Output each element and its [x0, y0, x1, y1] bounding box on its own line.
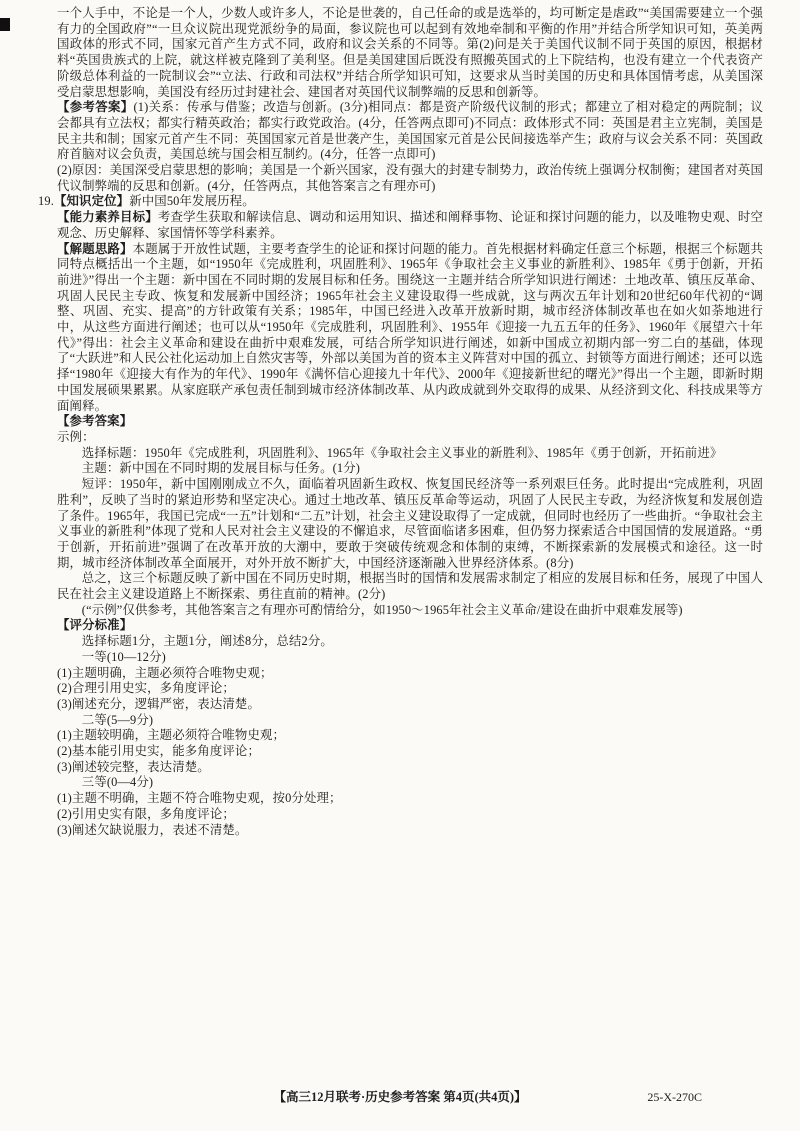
paragraph: [57, 461, 763, 477]
paragraph: [57, 666, 763, 682]
body-text: (2)引用史实有限，多角度评论；: [57, 806, 235, 821]
body-text: 选择标题：1950年《完成胜利，巩固胜利》、1965年《争取社会主义事业的新胜利》、1985年《勇于创新，开拓前进》: [81, 445, 723, 460]
body-text: 新中国50年发展历程。: [129, 194, 255, 209]
paragraph: [38, 194, 763, 210]
paragraph: [57, 6, 763, 100]
body-text: 短评：1950年，新中国刚刚成立不久，面临着巩固新生政权、恢复国民经济等一系列艰巨任务。此时提出“完成胜利，巩固胜利”，反映了当时的紧迫形势和坚定决心。通过土地改革、镇压反革命等运动，巩固了人民民主专政，为经济恢复和发展创造了条件。1965年，我国已完成“一五”计划和“二五”计划，社会主义建设取得了一定成就，但同时也经历了一些曲折。“争取社会主义事业的新胜利”体现了党和人民对社会主义建设的不懈追求，尽管面临诸多困难，但仍努力探索适合中国国情的发展道路。“勇于创新，开拓前进”强调了在改革开放的大潮中，要敢于突破传统观念和体制的束缚，不断探索新的发展模式和途径。这一时期，城市经济体制改革全面展开，对外开放不断扩大，中国经济逐渐融入世界经济体系。(8分): [57, 477, 763, 570]
paragraph: [57, 477, 763, 571]
body-text: 二等(5—9分): [81, 712, 154, 727]
paragraph: [57, 791, 763, 807]
page-footer: [0, 1089, 800, 1105]
paragraph: [57, 823, 763, 839]
section-header: 【解题思路】: [57, 241, 133, 256]
section-header: 【知识定位】: [53, 194, 130, 209]
body-text: 一等(10—12分): [81, 649, 166, 664]
paragraph: [57, 807, 763, 823]
paragraph: [57, 634, 763, 650]
paragraph: [57, 163, 763, 194]
print-registration-mark: [0, 18, 10, 31]
body-text: 三等(0—4分): [81, 775, 154, 790]
answer-content: [38, 6, 764, 838]
body-text: 19.: [38, 194, 54, 209]
footer-code: 25-X-270C: [647, 1090, 702, 1104]
paragraph: [57, 681, 763, 697]
body-text: (3)阐述较完整，表达清楚。: [57, 759, 210, 774]
paragraph: [57, 697, 763, 713]
paragraph: [57, 210, 763, 241]
body-text: 一个人手中，不论是一个人，少数人或许多人，不论是世袭的，自己任命的或是选举的，均可断定是虐政”“美国需要建立一个强有力的全国政府”“一旦众议院出现党派纷争的局面，参议院也可以起到有效地牵制和平衡的作用”并结合所学知识可知，英美两国政体的形式不同，国家元首产生方式不同，政府和议会关系的不同等。第(2)问是关于美国代议制不同于英国的原因，根据材料“英国贵族式的上院，就这样被克隆到了美利坚。但是美国建国后既没有照搬英国式的上下院结构，也没有建立一个代表资产阶级总体利益的一院制议会”“立法、行政和司法权”并结合所学知识可知，这要求从当时美国的历史和具体国情考虑，从美国深受启蒙思想影响，美国没有经历过封建社会、建国者对英国代议制弊端的反思和创新等。: [57, 6, 763, 99]
body-text: (3)阐述充分，逻辑严密，表达清楚。: [57, 696, 261, 711]
paragraph: [57, 618, 763, 634]
paragraph: [57, 430, 763, 446]
paragraph: [57, 242, 763, 415]
paragraph: [57, 744, 763, 760]
document-page: [38, 6, 764, 838]
body-text: (2)基本能引用史实，能多角度评论；: [57, 744, 261, 759]
body-text: 示例：: [57, 429, 95, 444]
body-text: 本题属于开放性试题，主要考查学生的论证和探讨问题的能力。首先根据材料确定任意三个标题，根据三个标题共同特点概括出一个主题，如“1950年《完成胜利，巩固胜利》、1965年《争取社会主义事业的新胜利》、1985年《勇于创新，开拓前进》”得出一个主题：新中国在不同时期的发展目标和任务。围绕这一主题并结合所学知识进行阐述：土地改革、镇压反革命、巩固人民民主专政、恢复和发展新中国经济；1965年社会主义建设取得一些成就，这与两次五年计划和20世纪60年代初的“调整、巩固、充实、提高”的方针政策有关系；1985年，中国已经进入改革开放新时期，城市经济体制改革也在如火如荼地进行中，从这些方面进行阐述；也可以从“1950年《完成胜利，巩固胜利》、1955年《迎接一九五五年的任务》、1960年《展望六十年代》”得出：社会主义革命和建设在曲折中艰难发展，可结合所学知识进行阐述，如新中国成立初期内部一穷二白的基础，体现了“大跃进”和人民公社化运动加上自然灾害等，外部以美国为首的资本主义阵营对中国的孤立、封锁等方面进行阐述；还可以选择“1980年《迎接大有作为的年代》、1990年《满怀信心迎接九十年代》、2000年《迎接新世纪的曙光》”得出一个主题，即新时期中国发展硕果累累。从家庭联产承包责任制到城市经济体制改革、从内政成就到外交取得的成果、从经济到文化、科技成果等方面阐释。: [57, 241, 763, 413]
body-text: (1)主题不明确，主题不符合唯物史观，按0分处理；: [57, 791, 342, 806]
section-header: 【能力素养目标】: [57, 210, 158, 225]
body-text: (“示例”仅供参考，其他答案言之有理亦可酌情给分，如1950～1965年社会主义革命/建设在曲折中艰难发展等): [81, 602, 683, 617]
paragraph: [57, 775, 763, 791]
body-text: 总之，这三个标题反映了新中国在不同历史时期，根据当时的国情和发展需求制定了相应的发展目标和任务，展现了中国人民在社会主义建设道路上不断探索、勇往直前的精神。(2分): [57, 571, 763, 602]
section-header: 【参考答案】: [57, 100, 134, 115]
paragraph: [57, 446, 763, 462]
body-text: 考查学生获取和解读信息、调动和运用知识、描述和阐释事物、论证和探讨问题的能力，以及唯物史观、时空观念、历史解释、家国情怀等学科素养。: [57, 210, 764, 240]
paragraph: [57, 713, 763, 729]
paragraph: [57, 414, 763, 430]
body-text: (3)阐述欠缺说服力，表述不清楚。: [57, 822, 248, 837]
body-text: 选择标题1分，主题1分，阐述8分，总结2分。: [81, 634, 333, 649]
paragraph: [57, 571, 763, 602]
body-text: (2)原因：美国深受启蒙思想的影响；美国是一个新兴国家，没有强大的封建专制势力，政治传统上强调分权制衡；建国者对英国代议制弊端的反思和创新。(4分，任答两点，其他答案言之有理亦可): [57, 163, 763, 193]
paragraph: [57, 603, 763, 619]
paragraph: [57, 650, 763, 666]
section-header: 【评分标准】: [57, 618, 133, 633]
body-text: (1)主题较明确，主题必须符合唯物史观；: [57, 728, 286, 743]
paragraph: [57, 760, 763, 776]
paragraph: [57, 100, 763, 163]
body-text: 主题：新中国在不同时期的发展目标与任务。(1分): [81, 461, 361, 476]
body-text: (1)关系：传承与借鉴；改造与创新。(3分)相同点：都是资产阶级代议制的形式；都建立了相对稳定的两院制；议会都具有立法权；都实行精英政治；都实行政党政治。(4分，任答两点即可)不同点：政体形式不同：英国是君主立宪制，美国是民主共和制；国家元首产生不同：英国国家元首是世袭产生，美国国家元首是公民间接选举产生；政府与议会关系不同：英国政府首脑对议会负责，美国总统与国会相互制约。(4分，任答一点即可): [57, 100, 763, 162]
paragraph: [57, 728, 763, 744]
footer-title: 【高三12月联考·历史参考答案 第4页(共4页)】: [273, 1090, 527, 1104]
body-text: (2)合理引用史实，多角度评论；: [57, 681, 235, 696]
body-text: (1)主题明确，主题必须符合唯物史观；: [57, 665, 273, 680]
section-header: 【参考答案】: [57, 414, 133, 429]
